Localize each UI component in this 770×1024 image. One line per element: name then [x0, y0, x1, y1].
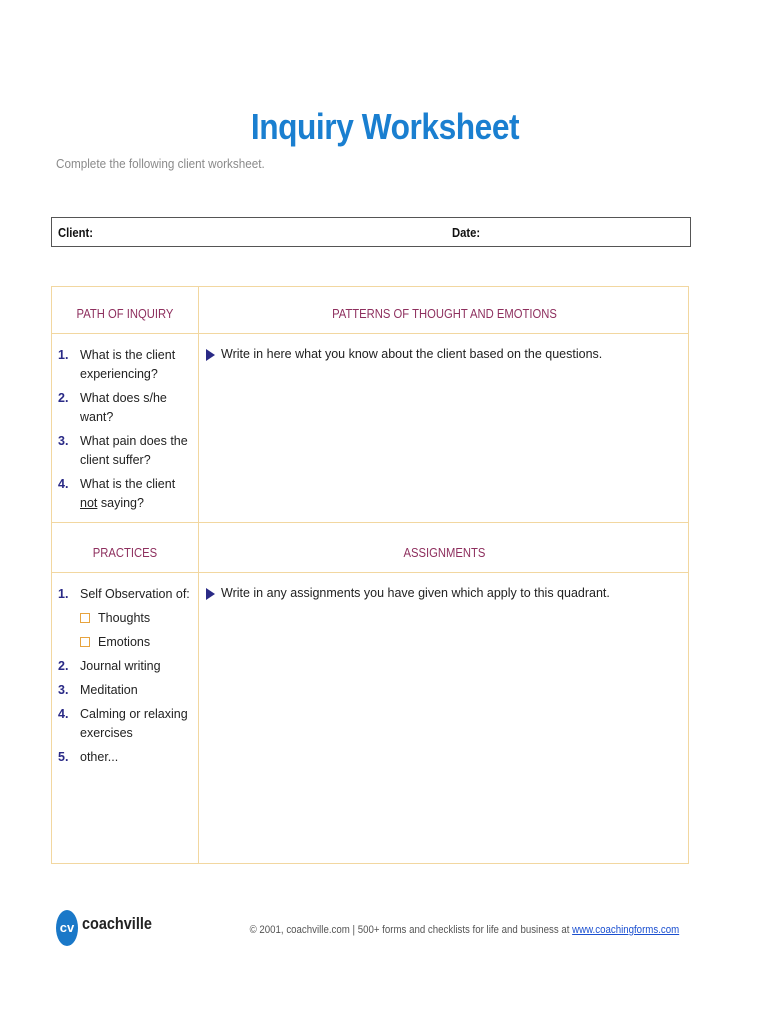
worksheet-grid	[51, 286, 689, 864]
sub-item: Thoughts	[80, 609, 190, 628]
header-assignments: ASSIGNMENTS	[403, 546, 486, 560]
header-practices: PRACTICES	[92, 546, 158, 560]
list-item: 3. What pain does the client suffer?	[58, 434, 188, 467]
coachville-logo-text: coachville	[82, 914, 152, 933]
list-item: 1. What is the client experiencing?	[58, 348, 176, 381]
list-item: 5. other...	[58, 750, 119, 764]
list-item: 2. Journal writing	[58, 659, 161, 673]
row-divider	[52, 333, 688, 334]
header-patterns: PATTERNS OF THOUGHT AND EMOTIONS	[332, 307, 557, 321]
coachingforms-link[interactable]: www.coachingforms.com	[571, 924, 679, 936]
row-divider	[52, 522, 688, 523]
column-divider	[198, 287, 199, 863]
coachville-logo-icon: cv	[56, 910, 78, 946]
assignments-note: Write in any assignments you have given which apply to this quadrant.	[221, 586, 610, 600]
client-date-box	[51, 217, 691, 247]
checkbox-bullet-icon	[80, 613, 90, 623]
triangle-bullet-icon	[206, 588, 215, 600]
list-item: 4. What is the client not saying?	[58, 477, 176, 510]
inquiry-questions-list	[58, 346, 190, 518]
date-label: Date:	[452, 226, 481, 240]
sub-item: Emotions	[80, 633, 190, 652]
client-label: Client:	[58, 226, 94, 240]
row-divider	[52, 572, 688, 573]
checkbox-bullet-icon	[80, 637, 90, 647]
list-item: 4. Calming or relaxing exercises	[58, 707, 188, 740]
list-item: 3. Meditation	[58, 683, 138, 697]
page-title: Inquiry Worksheet	[250, 106, 520, 147]
triangle-bullet-icon	[206, 349, 215, 361]
list-item: 2. What does s/he want?	[58, 391, 167, 424]
page-subtitle: Complete the following client worksheet.	[56, 156, 265, 171]
patterns-note: Write in here what you know about the client based on the questions.	[221, 347, 603, 361]
footer-copyright: © 2001, coachville.com | 500+ forms and checklists for life and business at www.coachingforms.com	[249, 924, 679, 936]
practices-list	[58, 585, 190, 772]
list-item: 1. Self Observation of: Thoughts Emotions	[58, 585, 190, 652]
header-path-of-inquiry: PATH OF INQUIRY	[76, 307, 174, 321]
